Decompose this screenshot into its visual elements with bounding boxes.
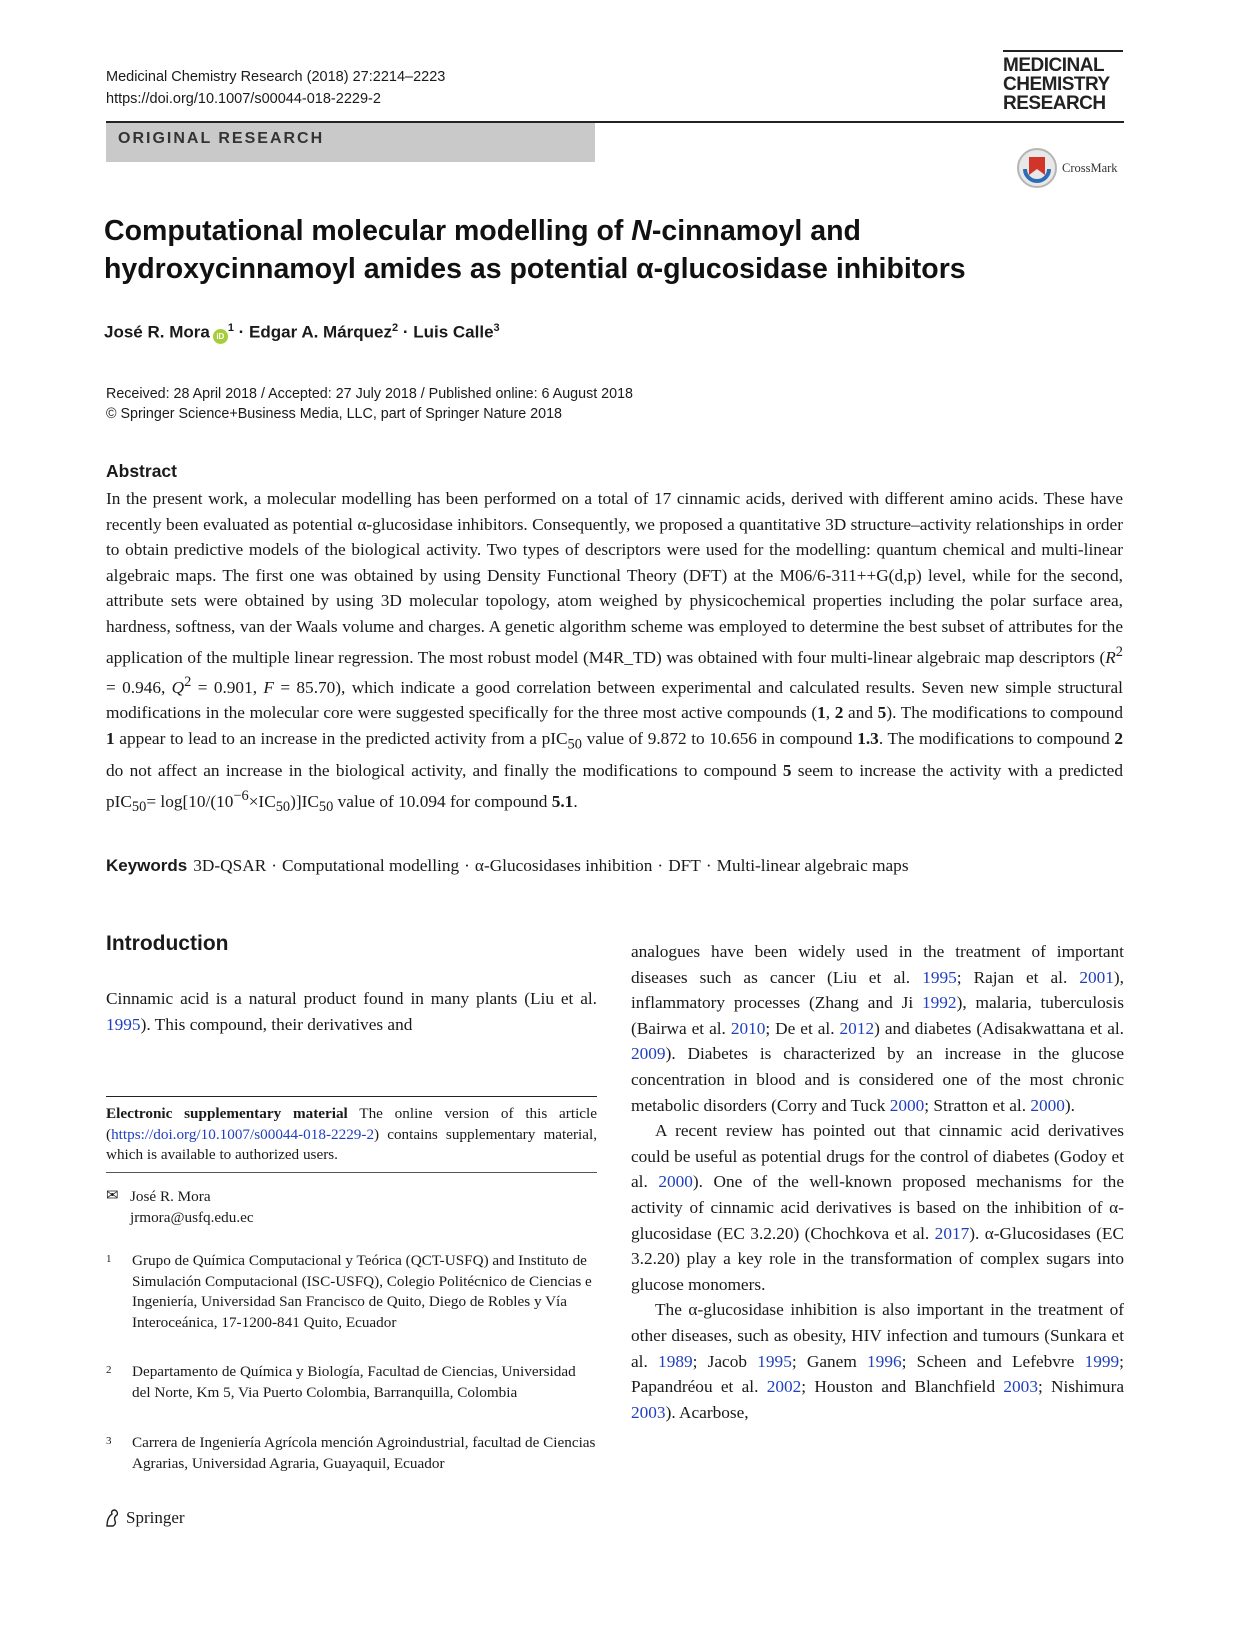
citation-link[interactable]: 2001: [1079, 967, 1114, 987]
abstract-heading: Abstract: [106, 461, 177, 481]
citation-link[interactable]: 1995: [922, 967, 957, 987]
keywords: Keywords 3D-QSAR · Computational modelling · α-Glucosidases inhibition · DFT · Multi-linear algebraic maps: [106, 856, 909, 875]
citation-link[interactable]: 2000: [889, 1095, 925, 1115]
keyword: DFT: [668, 856, 701, 875]
keyword: Multi-linear algebraic maps: [716, 856, 909, 875]
author-list: José R. Mora $iD^1$ · Edgar A. Márquez$^2$ · Luis Calle$^3$: [104, 322, 500, 342]
keywords-label: Keywords: [106, 856, 188, 875]
citation-link[interactable]: 2000: [658, 1172, 693, 1192]
keyword: Computational modelling: [282, 856, 460, 875]
section-heading-introduction: Introduction: [106, 932, 229, 955]
journal-logo: [1003, 50, 1123, 113]
citation-link[interactable]: 2003: [1003, 1377, 1038, 1397]
publisher-name: Springer: [126, 1508, 185, 1527]
affiliation: 2 Departamento de Química y Biología, Facultad de Ciencias, Universidad del Norte, Km 5, Via Puerto Colombia, Barranquilla, Colombia: [106, 1363, 576, 1401]
doi-link[interactable]: https://doi.org/10.1007/s00044-018-2229-2: [106, 91, 381, 107]
article-type: ORIGINAL RESEARCH: [118, 130, 325, 147]
publication-dates: Received: 28 April 2018 / Accepted: 27 July 2018 / Published online: 6 August 2018 © Springer Science+Business Media, LLC, part of Springer Nature 2018: [106, 386, 633, 422]
author-name[interactable]: Edgar A. Márquez: [249, 322, 392, 342]
footnote-divider: [106, 1172, 597, 1173]
keyword: α-Glucosidases inhibition: [474, 856, 653, 875]
journal-header: [106, 66, 445, 110]
crossmark-label: CrossMark: [1062, 160, 1118, 175]
copyright: © Springer Science+Business Media, LLC, part of Springer Nature 2018: [106, 406, 562, 422]
citation-link[interactable]: 1995: [757, 1351, 792, 1371]
citation-link[interactable]: 1995: [106, 1014, 141, 1034]
author-name[interactable]: José R. Mora: [104, 322, 210, 342]
corresponding-email[interactable]: jrmora@usfq.edu.ec: [130, 1209, 254, 1226]
footnote-divider: [106, 1096, 597, 1097]
citation-link[interactable]: 2017: [934, 1223, 970, 1243]
citation-link[interactable]: 2003: [631, 1402, 666, 1422]
springer-horse-icon: [103, 1508, 121, 1528]
citation-link[interactable]: 1999: [1084, 1351, 1120, 1371]
citation-link[interactable]: 2000: [1030, 1095, 1065, 1115]
orcid-icon[interactable]: iD: [213, 329, 228, 344]
article-title: Computational molecular modelling of N-cinnamoyl and hydroxycinnamoyl amides as potential α-glucosidase inhibitors: [104, 215, 966, 285]
citation-link[interactable]: 2010: [730, 1018, 766, 1038]
logo-line: CHEMISTRY: [1003, 74, 1110, 95]
logo-line: MEDICINAL: [1003, 55, 1105, 76]
citation-link[interactable]: 2012: [839, 1018, 875, 1038]
envelope-icon: ✉: [106, 1188, 119, 1204]
supplementary-note: Electronic supplementary material The online version of this article (https://doi.org/10.1007/s00044-018-2229-2) contains supplementary material, which is available to authorized users.: [106, 1105, 597, 1163]
affiliation: 1 Grupo de Química Computacional y Teórica (QCT-USFQ) and Instituto de Simulación Computacional (ISC-USFQ), Colegio Politécnico de Ciencias e Ingeniería, Universidad San Francisco de Quito, Diego de Robles y Vía Interoceánica, 17-1200-841 Quito, Ecuador: [106, 1252, 592, 1332]
paragraph: analogues have been widely used in the treatment of important diseases such as cancer (Liu et al. 1995; Rajan et al. 2001), inflammatory processes (Zhang and Ji 1992), malaria, tuberculosis (Bairwa et al. 2010; De et al. 2012) and diabetes (Adisakwattana et al. 2009). Diabetes is characterized by an increase in the glucose concentration in blood and is considered one of the most chronic metabolic disorders (Corry and Tuck 2000; Stratton et al. 2000).: [631, 942, 1125, 1115]
abstract-body: In the present work, a molecular modelling has been performed on a total of 17 cinnamic acids, derived with different amino acids. These have recently been evaluated as potential α-glucosidase inhibitors. Consequently, we proposed a quantitative 3D structure–activity relationships in order to obtain predictive models of the biological activity. Two types of descriptors were used for the modelling: quantum chemical and multi-linear algebraic maps. The first one was obtained by using Density Functional Theory (DFT) at the M06/6-311++G(d,p) level, while for the second, attribute sets were obtained by using 3D molecular topology, atom weighed by physicochemical properties including the polar surface area, hardness, softness, van der Waals volume and charges. A genetic algorithm scheme was employed to determine the best subset of attributes for the application of the multiple linear regression. The most robust model (M4R_TD) was obtained with four multi-linear algebraic map descriptors ($R^2 = 0.946$, $Q^2 = 0.901$, F = 85.70), which indicate a good correlation between experimental and calculated results. Seven new simple structural modifications in the molecular core were suggested specifically for the three most active compounds (1, 2 and 5). The modifications to compound 1 appear to lead to an increase in the predicted activity from a pIC$_{50}$ value of 9.872 to 10.656 in compound 1.3. The modifications to compound 2 do not affect an increase in the biological activity, and finally the modifications to compound 5 seem to increase the activity with a predicted $pIC_{50}= \log[10/(10^{-6}\times IC_{50})]IC_{50}$ value of 10.094 for compound 5.1.: [106, 489, 1124, 815]
citation-link[interactable]: 1992: [922, 993, 957, 1013]
citation-link[interactable]: 2009: [631, 1044, 666, 1064]
citation-link[interactable]: 1989: [658, 1351, 693, 1371]
intro-paragraph: Cinnamic acid is a natural product found in many plants (Liu et al. 1995). This compound, their derivatives and: [106, 989, 597, 1034]
crossmark-button[interactable]: [1016, 147, 1118, 189]
crossmark-icon: [1016, 147, 1058, 189]
paragraph: A recent review has pointed out that cinnamic acid derivatives could be useful as potential drugs for the control of diabetes (Godoy et al. 2000). One of the well-known proposed mechanisms for the activity of cinnamic acid derivatives is based on the inhibition of α-glucosidase (EC 3.2.20) (Chochkova et al. 2017). α-Glucosidases (EC 3.2.20) play a key role in the transformation of complex sugars into glucose monomers.: [631, 1121, 1124, 1294]
corresponding-author: [106, 1186, 597, 1230]
publisher-footer: [103, 1508, 185, 1528]
paragraph: The α-glucosidase inhibition is also important in the treatment of other diseases, such as obesity, HIV infection and tumours (Sunkara et al. 1989; Jacob 1995; Ganem 1996; Scheen and Lefebvre 1999; Papandréou et al. 2002; Houston and Blanchfield 2003; Nishimura 2003). Acarbose,: [631, 1300, 1124, 1422]
logo-line: RESEARCH: [1003, 93, 1106, 114]
right-column: [631, 939, 1124, 1425]
supplementary-link[interactable]: https://doi.org/10.1007/s00044-018-2229-2: [111, 1125, 375, 1143]
journal-citation: Medicinal Chemistry Research (2018) 27:2214–2223: [106, 69, 446, 85]
affiliation: 3 Carrera de Ingeniería Agrícola mención Agroindustrial, facultad de Ciencias Agrarias, Universidad Agraria, Guayaquil, Ecuador: [106, 1434, 596, 1472]
author-name[interactable]: Luis Calle: [413, 322, 494, 342]
citation-link[interactable]: 2002: [766, 1377, 802, 1397]
corresponding-name: José R. Mora: [130, 1188, 211, 1205]
keyword: 3D-QSAR: [193, 856, 267, 875]
citation-link[interactable]: 1996: [867, 1351, 902, 1371]
